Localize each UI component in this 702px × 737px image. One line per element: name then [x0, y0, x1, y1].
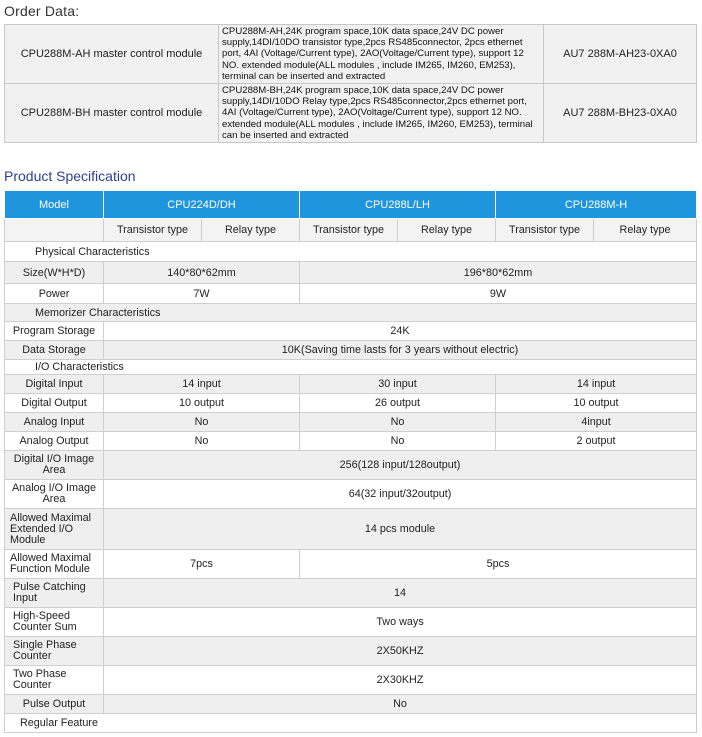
power-value: 9W — [300, 284, 697, 304]
table-row — [5, 413, 697, 432]
digital-output-label: Digital Output — [5, 394, 104, 413]
pulse-catching-label: Pulse Catching Input — [5, 579, 104, 608]
cpu224-header: CPU224D/DH — [104, 191, 300, 219]
power-value: 7W — [104, 284, 300, 304]
order-module-code: AU7 288M-BH23-0XA0 — [544, 84, 697, 143]
table-row — [5, 480, 697, 509]
transistor-type-label: Transistor type — [104, 219, 202, 242]
pulse-output-label: Pulse Output — [5, 695, 104, 714]
analog-input-label: Analog Input — [5, 413, 104, 432]
high-speed-counter-label: High-Speed Counter Sum — [5, 608, 104, 637]
transistor-type-label: Transistor type — [300, 219, 398, 242]
size-label: Size(W*H*D) — [5, 262, 104, 284]
analog-output-value: No — [104, 432, 300, 451]
function-module-value: 7pcs — [104, 550, 300, 579]
analog-io-image-value: 64(32 input/32output) — [104, 480, 697, 509]
analog-output-value: 2 output — [496, 432, 697, 451]
relay-type-label: Relay type — [398, 219, 496, 242]
table-row — [5, 451, 697, 480]
blank-cell — [5, 219, 104, 242]
table-row — [5, 262, 697, 284]
single-phase-counter-label: Single Phase Counter — [5, 637, 104, 666]
size-value: 140*80*62mm — [104, 262, 300, 284]
analog-input-value: No — [104, 413, 300, 432]
digital-input-value: 14 input — [104, 375, 300, 394]
product-specification-heading: Product Specification — [4, 168, 136, 184]
data-storage-label: Data Storage — [5, 341, 104, 360]
data-storage-value: 10K(Saving time lasts for 3 years without electric) — [104, 341, 697, 360]
pulse-output-value: No — [104, 695, 697, 714]
table-row — [5, 322, 697, 341]
function-module-label: Allowed Maximal Function Module — [5, 550, 104, 579]
io-characteristics-section: I/O Characteristics — [5, 360, 697, 375]
transistor-type-label: Transistor type — [496, 219, 594, 242]
table-row — [5, 666, 697, 695]
section-row — [5, 242, 697, 262]
digital-output-value: 10 output — [104, 394, 300, 413]
order-row — [5, 25, 697, 84]
order-module-name: CPU288M-BH master control module — [5, 84, 219, 143]
high-speed-counter-value: Two ways — [104, 608, 697, 637]
pulse-catching-value: 14 — [104, 579, 697, 608]
product-specification-table — [4, 190, 697, 733]
extended-io-module-label: Allowed Maximal Extended I/O Module — [5, 509, 104, 550]
extended-io-module-value: 14 pcs module — [104, 509, 697, 550]
power-label: Power — [5, 284, 104, 304]
order-data-table — [4, 24, 697, 143]
table-row — [5, 375, 697, 394]
section-row — [5, 304, 697, 322]
table-row — [5, 608, 697, 637]
two-phase-counter-label: Two Phase Counter — [5, 666, 104, 695]
relay-type-label: Relay type — [202, 219, 300, 242]
order-module-name: CPU288M-AH master control module — [5, 25, 219, 84]
cpu288l-header: CPU288L/LH — [300, 191, 496, 219]
physical-characteristics-section: Physical Characteristics — [5, 242, 697, 262]
analog-output-value: No — [300, 432, 496, 451]
digital-input-value: 30 input — [300, 375, 496, 394]
order-row — [5, 84, 697, 143]
program-storage-label: Program Storage — [5, 322, 104, 341]
digital-input-value: 14 input — [496, 375, 697, 394]
analog-input-value: No — [300, 413, 496, 432]
table-row — [5, 284, 697, 304]
order-module-description: CPU288M-BH,24K program space,10K data space,24V DC power supply,14DI/10DO Relay type,2pcs RS485connector,2pcs ethernet port, 4AI (Voltage/Current type), 2AO(Voltage/Current type), support 12 NO. extended module(ALL modules , include IM265, IM260, EM253), terminal can be inserted and extracted — [219, 84, 544, 143]
section-row — [5, 360, 697, 375]
table-row — [5, 637, 697, 666]
table-row — [5, 509, 697, 550]
spec-subheader-row — [5, 219, 697, 242]
analog-output-label: Analog Output — [5, 432, 104, 451]
analog-io-image-label: Analog I/O Image Area — [5, 480, 104, 509]
section-row — [5, 714, 697, 733]
digital-io-image-label: Digital I/O Image Area — [5, 451, 104, 480]
order-module-code: AU7 288M-AH23-0XA0 — [544, 25, 697, 84]
analog-input-value: 4input — [496, 413, 697, 432]
regular-feature-section: Regular Feature — [5, 714, 697, 733]
size-value: 196*80*62mm — [300, 262, 697, 284]
order-data-heading: Order Data: — [4, 3, 80, 19]
table-row — [5, 695, 697, 714]
digital-output-value: 26 output — [300, 394, 496, 413]
spec-header-row — [5, 191, 697, 219]
table-row — [5, 579, 697, 608]
two-phase-counter-value: 2X30KHZ — [104, 666, 697, 695]
model-header: Model — [5, 191, 104, 219]
function-module-value: 5pcs — [300, 550, 697, 579]
order-module-description: CPU288M-AH,24K program space,10K data space,24V DC power supply,14DI/10DO transistor type,2pcs RS485connector, 2pcs ethernet port, 4AI (Voltage/Current type), 2AO(Voltage/Current type), support 12 NO. extended module(ALL modules , include IM265, IM260, EM253), terminal can be inserted and extracted — [219, 25, 544, 84]
table-row — [5, 341, 697, 360]
table-row — [5, 550, 697, 579]
memorizer-characteristics-section: Memorizer Characteristics — [5, 304, 697, 322]
relay-type-label: Relay type — [594, 219, 697, 242]
program-storage-value: 24K — [104, 322, 697, 341]
table-row — [5, 432, 697, 451]
digital-output-value: 10 output — [496, 394, 697, 413]
digital-io-image-value: 256(128 input/128output) — [104, 451, 697, 480]
table-row — [5, 394, 697, 413]
single-phase-counter-value: 2X50KHZ — [104, 637, 697, 666]
digital-input-label: Digital Input — [5, 375, 104, 394]
cpu288m-header: CPU288M-H — [496, 191, 697, 219]
